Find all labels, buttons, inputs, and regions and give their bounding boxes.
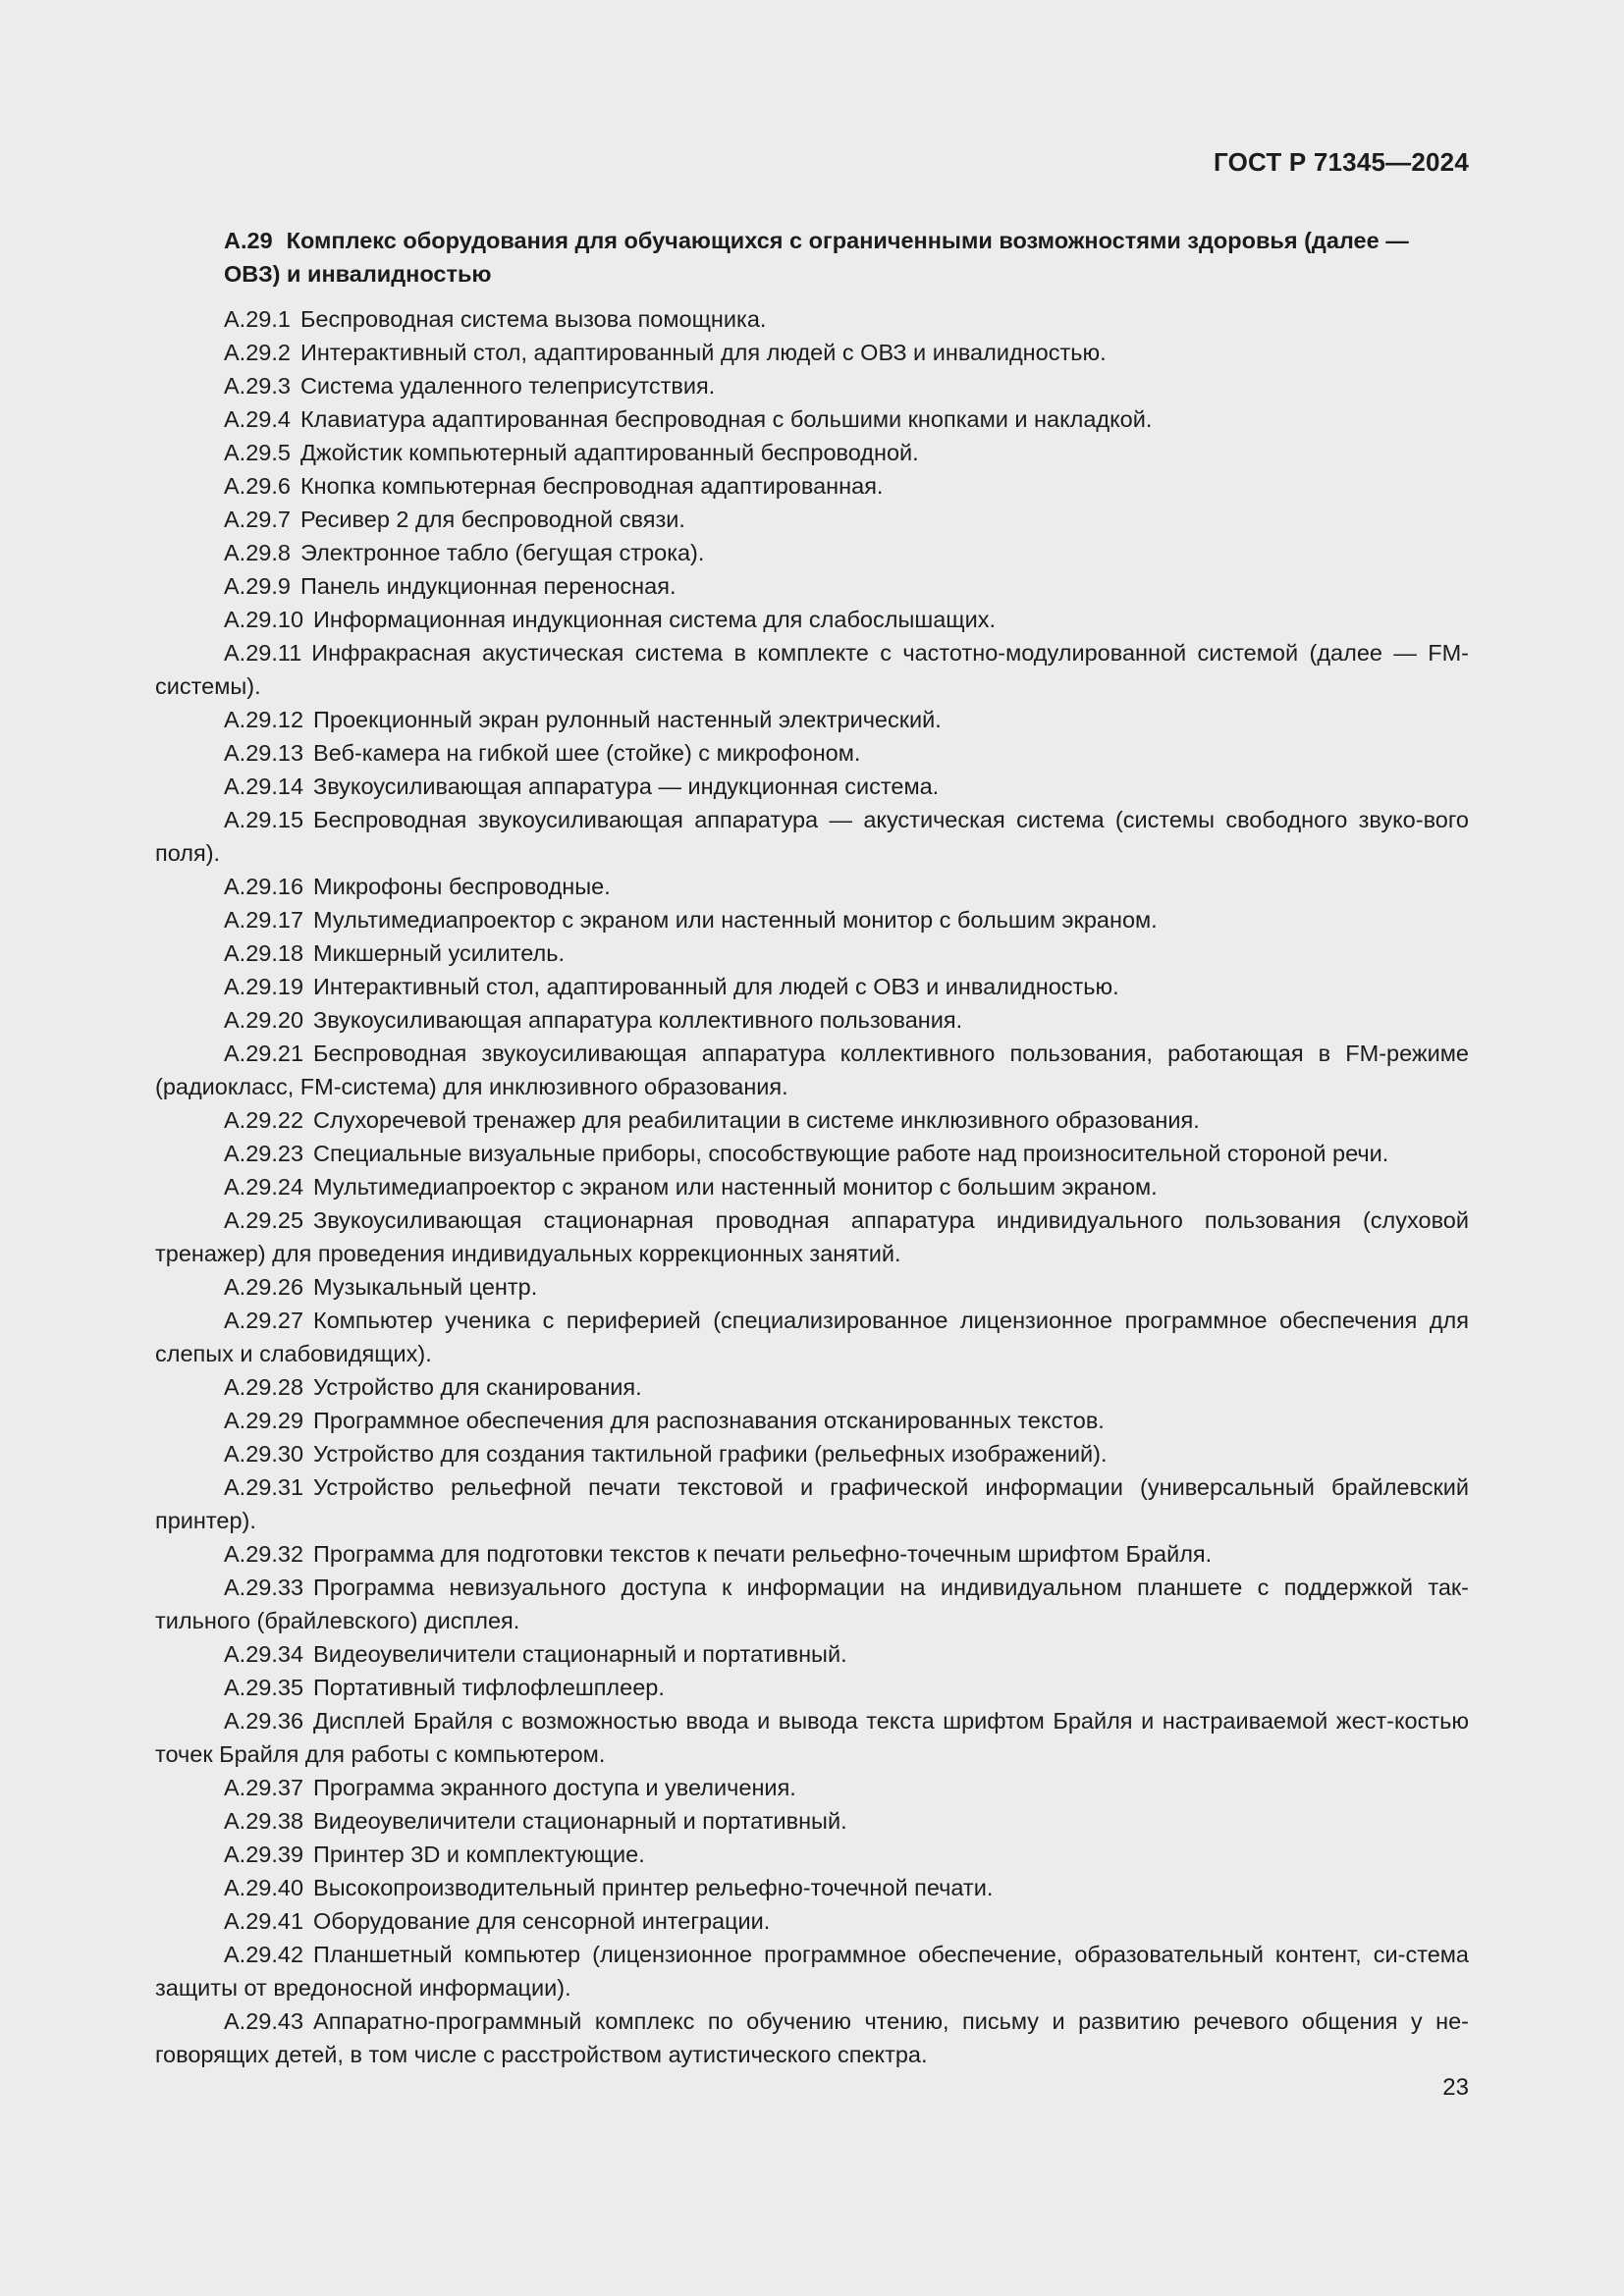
list-item	[155, 1137, 1469, 1170]
item-text: Интерактивный стол, адаптированный для людей с ОВЗ и инвалидностью.	[313, 974, 1119, 999]
section-title: Комплекс оборудования для обучающихся с ограниченными возможностями здоровья (далее — ОВЗ) и инвалидностью	[224, 228, 1409, 287]
list-item	[155, 1838, 1469, 1871]
item-number: А.29.5	[224, 440, 291, 465]
list-item	[155, 2004, 1469, 2071]
item-text: Портативный тифлофлешплеер.	[313, 1675, 665, 1700]
item-number: А.29.31	[224, 1474, 304, 1500]
list-item	[155, 1470, 1469, 1537]
item-text: Специальные визуальные приборы, способствующие работе над произносительной стороной речи.	[313, 1141, 1389, 1166]
item-number: А.29.4	[224, 406, 291, 432]
list-item	[155, 936, 1469, 970]
list-item	[155, 1304, 1469, 1370]
item-number: А.29.28	[224, 1374, 304, 1400]
item-number: А.29.6	[224, 473, 291, 499]
item-text: Видеоувеличители стационарный и портативный.	[313, 1808, 847, 1834]
section-heading	[155, 224, 1469, 291]
item-number: А.29.18	[224, 940, 304, 966]
item-number: А.29.42	[224, 1942, 304, 1967]
item-text: Интерактивный стол, адаптированный для людей с ОВЗ и инвалидностью.	[299, 340, 1107, 365]
item-number: А.29.30	[224, 1441, 304, 1467]
item-text: Звукоусиливающая стационарная проводная аппаратура индивидуального пользования (слуховой тренажер) для проведения индивидуальных коррекционных занятий.	[155, 1207, 1469, 1266]
item-text: Джойстик компьютерный адаптированный беспроводной.	[299, 440, 919, 465]
list-item	[155, 1771, 1469, 1804]
item-number: А.29.11	[224, 640, 302, 666]
item-number: А.29.7	[224, 507, 291, 532]
item-text: Дисплей Брайля с возможностью ввода и вывода текста шрифтом Брайля и настраиваемой жест-костью точек Брайля для работы с компьютером.	[155, 1708, 1469, 1767]
list-item	[155, 1804, 1469, 1838]
item-text: Принтер 3D и комплектующие.	[313, 1842, 645, 1867]
list-item	[155, 1671, 1469, 1704]
item-number: А.29.23	[224, 1141, 304, 1166]
item-number: А.29.12	[224, 707, 304, 732]
item-number: А.29.19	[224, 974, 304, 999]
item-number: А.29.1	[224, 306, 291, 332]
item-text: Программа невизуального доступа к информации на индивидуальном планшете с поддержкой так-тильного (брайлевского) дисплея.	[155, 1575, 1469, 1633]
item-text: Информационная индукционная система для слабослышащих.	[313, 607, 997, 632]
item-text: Клавиатура адаптированная беспроводная с большими кнопками и накладкой.	[299, 406, 1153, 432]
item-number: А.29.27	[224, 1308, 304, 1333]
item-number: А.29.24	[224, 1174, 304, 1200]
list-item	[155, 569, 1469, 603]
list-item	[155, 803, 1469, 870]
item-number: А.29.14	[224, 774, 304, 799]
item-text: Музыкальный центр.	[313, 1274, 538, 1300]
item-list	[155, 302, 1469, 2071]
list-item	[155, 402, 1469, 436]
item-text: Веб-камера на гибкой шее (стойке) с микрофоном.	[313, 740, 861, 766]
item-number: А.29.33	[224, 1575, 304, 1600]
item-text: Мультимедиапроектор с экраном или настенный монитор с большим экраном.	[313, 1174, 1158, 1200]
item-text: Звукоусиливающая аппаратура — индукционная система.	[313, 774, 940, 799]
list-item	[155, 1904, 1469, 1938]
list-item	[155, 336, 1469, 369]
list-item	[155, 1103, 1469, 1137]
item-text: Видеоувеличители стационарный и портативный.	[313, 1641, 847, 1667]
item-text: Мультимедиапроектор с экраном или настенный монитор с большим экраном.	[313, 907, 1158, 933]
item-number: А.29.13	[224, 740, 304, 766]
item-text: Оборудование для сенсорной интеграции.	[313, 1908, 771, 1934]
item-text: Программа для подготовки текстов к печати рельефно-точечным шрифтом Брайля.	[313, 1541, 1213, 1567]
page-number: 23	[1442, 2074, 1469, 2101]
item-text: Беспроводная система вызова помощника.	[299, 306, 767, 332]
item-number: А.29.26	[224, 1274, 304, 1300]
list-item	[155, 1938, 1469, 2004]
item-text: Панель индукционная переносная.	[299, 573, 677, 599]
item-number: А.29.37	[224, 1775, 304, 1800]
item-number: А.29.21	[224, 1041, 304, 1066]
list-item	[155, 1037, 1469, 1103]
list-item	[155, 1003, 1469, 1037]
item-text: Программное обеспечения для распознавания отсканированных текстов.	[313, 1408, 1105, 1433]
item-text: Звукоусиливающая аппаратура коллективного пользования.	[313, 1007, 963, 1033]
item-number: А.29.9	[224, 573, 291, 599]
item-text: Беспроводная звукоусиливающая аппаратура — акустическая система (системы свободного звуко-вого поля).	[155, 807, 1469, 866]
item-text: Слухоречевой тренажер для реабилитации в системе инклюзивного образования.	[313, 1107, 1200, 1133]
list-item	[155, 970, 1469, 1003]
item-text: Беспроводная звукоусиливающая аппаратура коллективного пользования, работающая в FM-режиме (радиокласс, FM-система) для инклюзивного образования.	[155, 1041, 1469, 1099]
item-number: А.29.38	[224, 1808, 304, 1834]
item-text: Компьютер ученика с периферией (специализированное лицензионное программное обеспечения для слепых и слабовидящих).	[155, 1308, 1469, 1366]
item-number: А.29.3	[224, 373, 291, 399]
list-item	[155, 436, 1469, 469]
list-item	[155, 770, 1469, 803]
item-number: А.29.22	[224, 1107, 304, 1133]
list-item	[155, 1637, 1469, 1671]
item-number: А.29.16	[224, 874, 304, 899]
item-text: Планшетный компьютер (лицензионное программное обеспечение, образовательный контент, си-стема защиты от вредоносной информации).	[155, 1942, 1469, 2001]
list-item	[155, 1270, 1469, 1304]
item-text: Система удаленного телеприсутствия.	[299, 373, 716, 399]
item-text: Электронное табло (бегущая строка).	[299, 540, 705, 565]
item-number: А.29.29	[224, 1408, 304, 1433]
list-item	[155, 736, 1469, 770]
list-item	[155, 1404, 1469, 1437]
list-item	[155, 1370, 1469, 1404]
document-code: ГОСТ Р 71345—2024	[1214, 147, 1469, 177]
item-number: А.29.34	[224, 1641, 304, 1667]
section-number: А.29	[224, 228, 273, 253]
item-text: Проекционный экран рулонный настенный электрический.	[313, 707, 942, 732]
item-text: Аппаратно-программный комплекс по обучению чтению, письму и развитию речевого общения у не-говорящих детей, в том числе с расстройством аутистического спектра.	[155, 2008, 1469, 2067]
item-number: А.29.40	[224, 1875, 304, 1900]
item-number: А.29.20	[224, 1007, 304, 1033]
item-number: А.29.10	[224, 607, 304, 632]
list-item	[155, 703, 1469, 736]
item-text: Устройство рельефной печати текстовой и графической информации (универсальный брайлевский принтер).	[155, 1474, 1469, 1533]
item-text: Программа экранного доступа и увеличения.	[313, 1775, 796, 1800]
list-item	[155, 870, 1469, 903]
list-item	[155, 536, 1469, 569]
item-number: А.29.2	[224, 340, 291, 365]
list-item	[155, 369, 1469, 402]
item-number: А.29.35	[224, 1675, 304, 1700]
item-text: Высокопроизводительный принтер рельефно-точечной печати.	[313, 1875, 994, 1900]
item-number: А.29.32	[224, 1541, 304, 1567]
item-number: А.29.25	[224, 1207, 304, 1233]
list-item	[155, 1571, 1469, 1637]
item-number: А.29.41	[224, 1908, 304, 1934]
page-content	[155, 224, 1469, 2071]
list-item	[155, 1203, 1469, 1270]
list-item	[155, 903, 1469, 936]
list-item	[155, 1437, 1469, 1470]
item-number: А.29.8	[224, 540, 291, 565]
list-item	[155, 603, 1469, 636]
item-number: А.29.43	[224, 2008, 304, 2034]
list-item	[155, 636, 1469, 703]
item-text: Кнопка компьютерная беспроводная адаптированная.	[299, 473, 884, 499]
list-item	[155, 1170, 1469, 1203]
item-number: А.29.15	[224, 807, 304, 832]
item-text: Микрофоны беспроводные.	[313, 874, 611, 899]
item-text: Микшерный усилитель.	[313, 940, 565, 966]
item-number: А.29.17	[224, 907, 304, 933]
list-item	[155, 1871, 1469, 1904]
list-item	[155, 503, 1469, 536]
item-text: Устройство для создания тактильной графики (рельефных изображений).	[313, 1441, 1108, 1467]
item-text: Ресивер 2 для беспроводной связи.	[299, 507, 685, 532]
item-text: Инфракрасная акустическая система в комплекте с частотно-модулированной системой (далее — FM-системы).	[155, 640, 1469, 699]
list-item	[155, 1704, 1469, 1771]
list-item	[155, 302, 1469, 336]
item-number: А.29.39	[224, 1842, 304, 1867]
item-number: А.29.36	[224, 1708, 304, 1734]
list-item	[155, 469, 1469, 503]
list-item	[155, 1537, 1469, 1571]
item-text: Устройство для сканирования.	[313, 1374, 642, 1400]
